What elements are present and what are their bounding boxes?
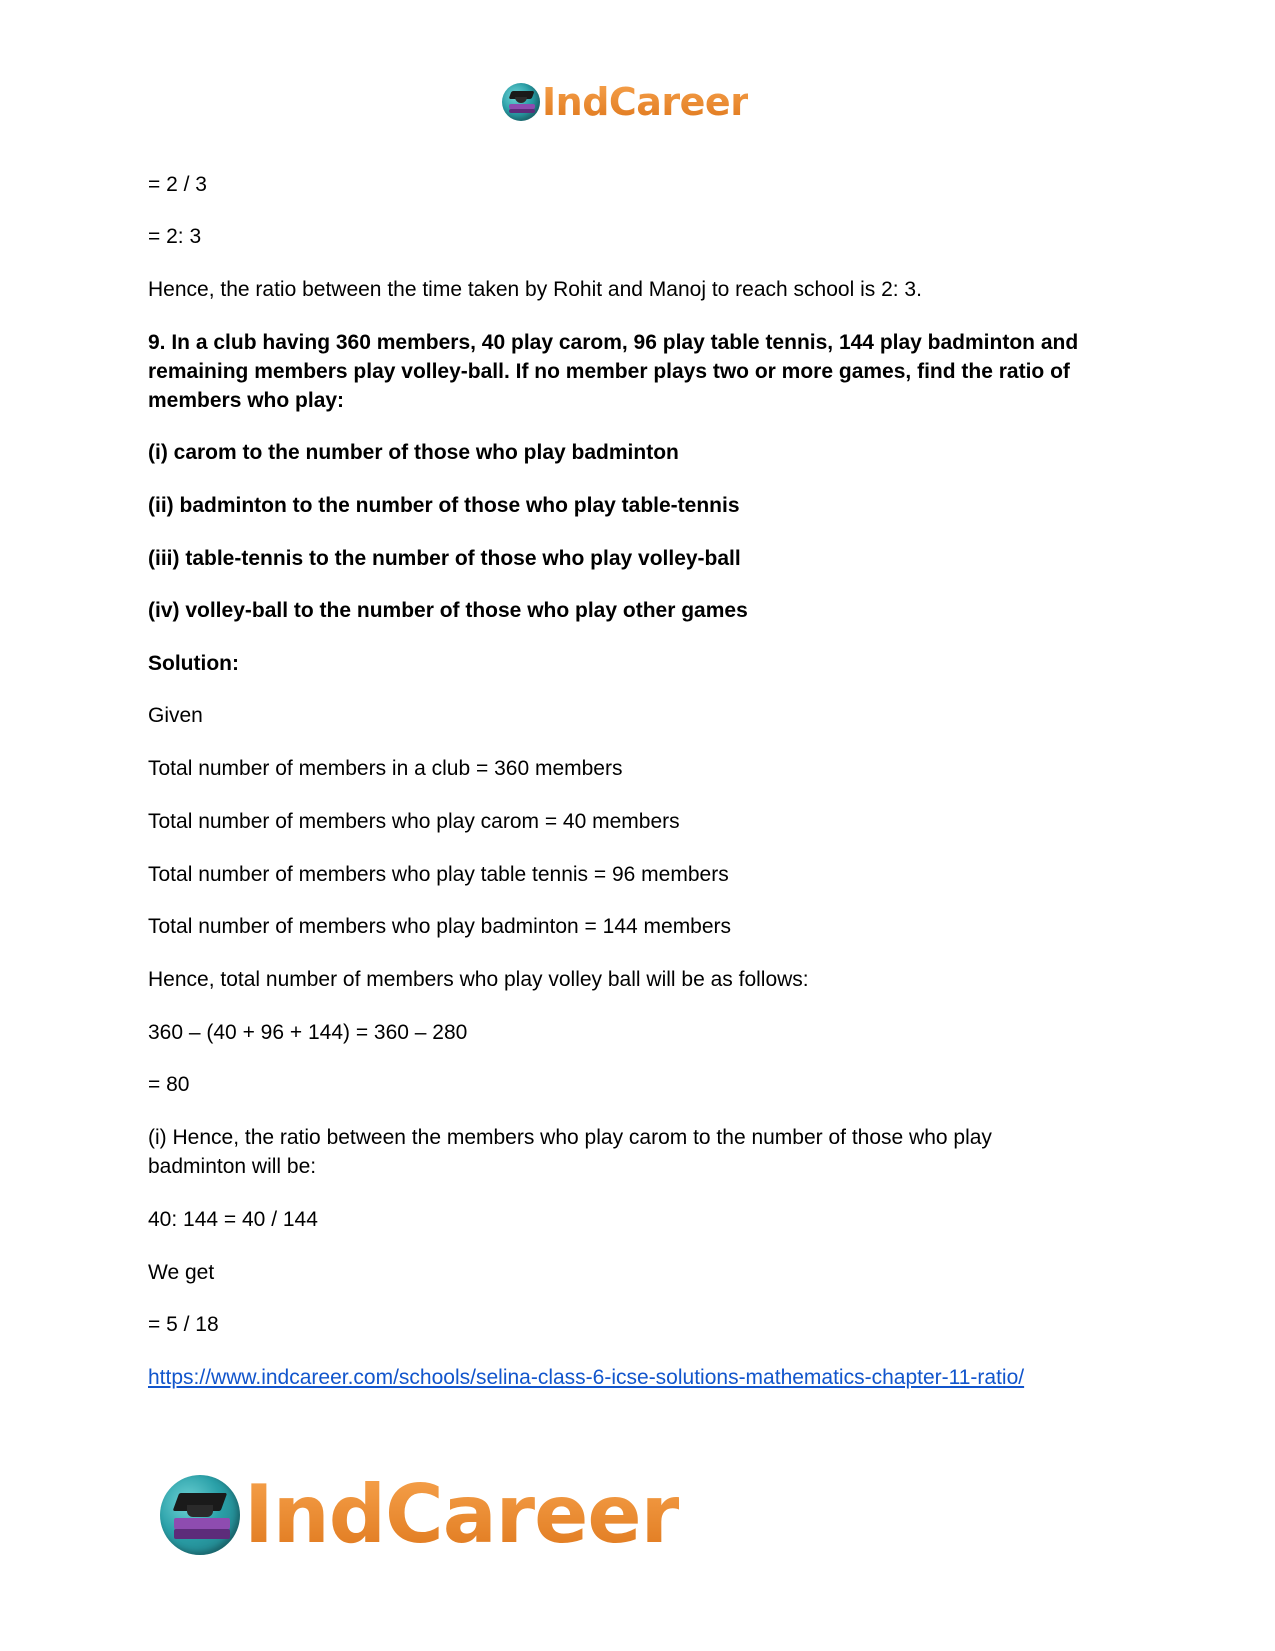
question-part-iv: (iv) volley-ball to the number of those who play other games	[148, 599, 748, 622]
footer-logo-text: IndCareer	[244, 1468, 680, 1561]
text-line: 40: 144 = 40 / 144	[148, 1208, 318, 1231]
header-logo	[502, 80, 748, 124]
source-link[interactable]: https://www.indcareer.com/schools/selina-class-6-icse-solutions-mathematics-chapter-11-ratio/	[148, 1366, 1025, 1389]
text-line: = 2 / 3	[148, 173, 207, 196]
question-part-ii: (ii) badminton to the number of those who play table-tennis	[148, 494, 740, 517]
solution-heading: Solution:	[148, 652, 239, 675]
question-part-iii: (iii) table-tennis to the number of those who play volley-ball	[148, 547, 741, 570]
question-part-i: (i) carom to the number of those who play badminton	[148, 441, 679, 464]
text-line: Given	[148, 704, 203, 727]
footer-logo	[160, 1470, 679, 1560]
text-line: Hence, the ratio between the time taken by Rohit and Manoj to reach school is 2: 3.	[148, 278, 922, 301]
text-line: (i) Hence, the ratio between the members who play carom to the number of those who play badminton will be:	[148, 1126, 992, 1178]
question-9: 9. In a club having 360 members, 40 play carom, 96 play table tennis, 144 play badminton and remaining members play volley-ball. If no member plays two or more games, find the ratio of members who play:	[148, 331, 1079, 412]
text-line: = 80	[148, 1073, 190, 1096]
text-line: Total number of members who play badminton = 144 members	[148, 915, 732, 938]
text-line: = 2: 3	[148, 225, 202, 248]
header-logo-text: IndCareer	[542, 80, 749, 124]
text-line: = 5 / 18	[148, 1313, 219, 1336]
text-line: Hence, total number of members who play volley ball will be as follows:	[148, 968, 809, 991]
graduation-globe-icon	[160, 1475, 240, 1555]
graduation-globe-icon	[502, 83, 540, 121]
text-line: Total number of members who play table tennis = 96 members	[148, 863, 729, 886]
text-line: We get	[148, 1261, 215, 1284]
text-line: Total number of members in a club = 360 members	[148, 757, 623, 780]
text-line: Total number of members who play carom = 40 members	[148, 810, 680, 833]
text-line: 360 – (40 + 96 + 144) = 360 – 280	[148, 1021, 468, 1044]
